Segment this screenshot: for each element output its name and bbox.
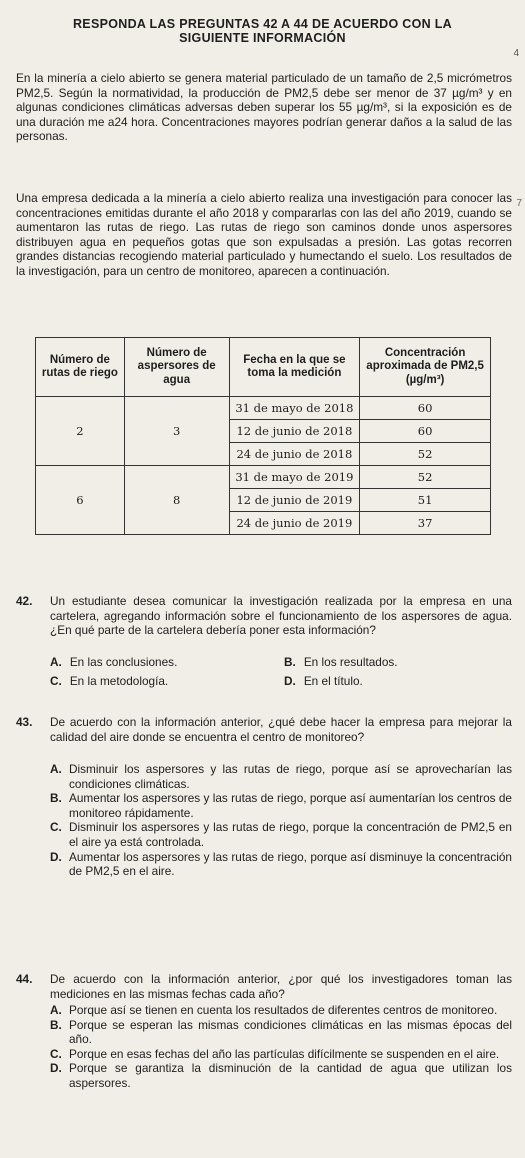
option-letter: B.: [50, 791, 62, 806]
option-text: En el título.: [303, 674, 363, 688]
corner-number: 4: [513, 48, 519, 59]
cell-aspersores: 8: [124, 466, 229, 535]
option-text: En las conclusiones.: [69, 655, 178, 669]
option-a[interactable]: [50, 654, 177, 670]
cell-concentracion: 60: [360, 420, 491, 443]
option-text: Disminuir los aspersores y las rutas de riego, porque la concentración de PM2,5 en el aire ya está controlada.: [69, 820, 512, 849]
cell-fecha: 12 de junio de 2018: [229, 420, 360, 443]
header-line-1: RESPONDA LAS PREGUNTAS 42 A 44 DE ACUERDO CON LA: [72, 17, 453, 31]
option-a[interactable]: [50, 762, 512, 791]
option-d[interactable]: [50, 1061, 512, 1090]
cell-concentracion: 52: [360, 443, 491, 466]
col-header-fecha: Fecha en la que se toma la medición: [229, 338, 360, 397]
cell-fecha: 31 de mayo de 2019: [229, 466, 360, 489]
question-44-options: [50, 1003, 512, 1091]
option-text: Porque en esas fechas del año las partículas difícilmente se suspenden en el aire.: [69, 1046, 500, 1061]
question-43-options: [50, 762, 512, 879]
cell-concentracion: 37: [360, 512, 491, 535]
option-letter: A.: [50, 1003, 62, 1017]
option-letter: D.: [50, 849, 62, 864]
cell-rutas: 2: [36, 397, 125, 466]
cell-concentracion: 52: [360, 466, 491, 489]
option-letter: C.: [50, 674, 62, 688]
margin-mark: 7: [516, 198, 522, 209]
option-text: En la metodología.: [69, 674, 169, 688]
question-42: [16, 594, 512, 638]
option-c[interactable]: [50, 1047, 512, 1062]
col-header-concentracion: Concentración aproximada de PM2,5 (µg/m³): [360, 338, 491, 397]
question-43: [16, 715, 512, 744]
option-text: En los resultados.: [303, 655, 398, 669]
option-letter: D.: [50, 1061, 62, 1076]
option-letter: D.: [284, 674, 296, 688]
question-number: 44.: [16, 972, 33, 986]
option-d[interactable]: [284, 673, 363, 689]
question-text: Un estudiante desea comunicar la investigación realizada por la empresa en una cartelera, agregando información sobre el funcionamiento de los aspersores de agua. ¿En qué parte de la cartelera debería poner esta información?: [50, 594, 512, 638]
question-number: 42.: [16, 594, 33, 608]
option-text: Aumentar los aspersores y las rutas de riego, porque así aumentarían los centros de monitoreo rápidamente.: [69, 791, 512, 820]
option-letter: A.: [50, 655, 62, 669]
cell-fecha: 31 de mayo de 2018: [229, 397, 360, 420]
option-text: Disminuir los aspersores y las rutas de riego, porque así se aprovecharían las condiciones climáticas.: [69, 762, 512, 791]
option-b[interactable]: [284, 654, 398, 670]
question-text: De acuerdo con la información anterior, ¿qué debe hacer la empresa para mejorar la calidad del aire donde se encuentra el centro de monitoreo?: [50, 715, 512, 744]
col-header-rutas: Número de rutas de riego: [36, 338, 125, 397]
option-c[interactable]: [50, 673, 168, 689]
table-row: [36, 397, 491, 420]
table-row: [36, 466, 491, 489]
section-header: [0, 17, 525, 45]
cell-aspersores: 3: [124, 397, 229, 466]
option-letter: A.: [50, 762, 62, 776]
col-header-aspersores: Número de aspersores de agua: [124, 338, 229, 397]
results-table: [35, 337, 491, 535]
question-44: [16, 972, 512, 1001]
cell-fecha: 24 de junio de 2019: [229, 512, 360, 535]
intro-paragraph-1: En la minería a cielo abierto se genera material particulado de un tamaño de 2,5 micrómetros PM2,5. Según la normatividad, la producción de PM2,5 debe ser menor de 37 µg/m³ y en algunas condiciones climáticas adversas deben superar los 55 µg/m³, si la exposición es de una duración me a24 hora. Concentraciones mayores podrían generar daños a la salud de las personas.: [16, 71, 512, 144]
cell-fecha: 12 de junio de 2019: [229, 489, 360, 512]
option-b[interactable]: [50, 791, 512, 820]
option-letter: C.: [50, 1046, 62, 1061]
option-d[interactable]: [50, 850, 512, 879]
question-42-options: [50, 654, 512, 690]
option-text: Porque se garantiza la disminución de la cantidad de agua que utilizan los aspersores.: [69, 1061, 512, 1090]
cell-concentracion: 51: [360, 489, 491, 512]
question-number: 43.: [16, 715, 33, 729]
option-letter: B.: [284, 655, 296, 669]
cell-rutas: 6: [36, 466, 125, 535]
cell-fecha: 24 de junio de 2018: [229, 443, 360, 466]
option-letter: C.: [50, 820, 62, 835]
table-header-row: [36, 338, 491, 397]
option-text: Porque así se tienen en cuenta los resultados de diferentes centros de monitoreo.: [69, 1003, 498, 1017]
option-a[interactable]: [50, 1003, 512, 1018]
header-line-2: SIGUIENTE INFORMACIÓN: [179, 31, 346, 45]
option-text: Porque se esperan las mismas condiciones climáticas en las mismas épocas del año.: [69, 1017, 512, 1047]
question-text: De acuerdo con la información anterior, ¿por qué los investigadores toman las mediciones en las mismas fechas cada año?: [50, 972, 512, 1001]
option-b[interactable]: [50, 1018, 512, 1047]
option-c[interactable]: [50, 820, 512, 849]
option-text: Aumentar los aspersores y las rutas de riego, porque así disminuye la concentración de PM2,5 en el aire.: [69, 849, 512, 879]
option-letter: B.: [50, 1017, 62, 1032]
intro-paragraph-2: Una empresa dedicada a la minería a cielo abierto realiza una investigación para conocer las concentraciones emitidas durante el año 2018 y compararlas con las del año 2019, cuando se aumentaron las rutas de riego. Las rutas de riego son caminos donde unos aspersores distribuyen agua en pequeños gotas que son expulsadas a presión. Las gotas recorren grandes distancias recogiendo material particulado y humectando el suelo. Los resultados de la investigación, para un centro de monitoreo, aparecen a continuación.: [16, 191, 512, 278]
cell-concentracion: 60: [360, 397, 491, 420]
